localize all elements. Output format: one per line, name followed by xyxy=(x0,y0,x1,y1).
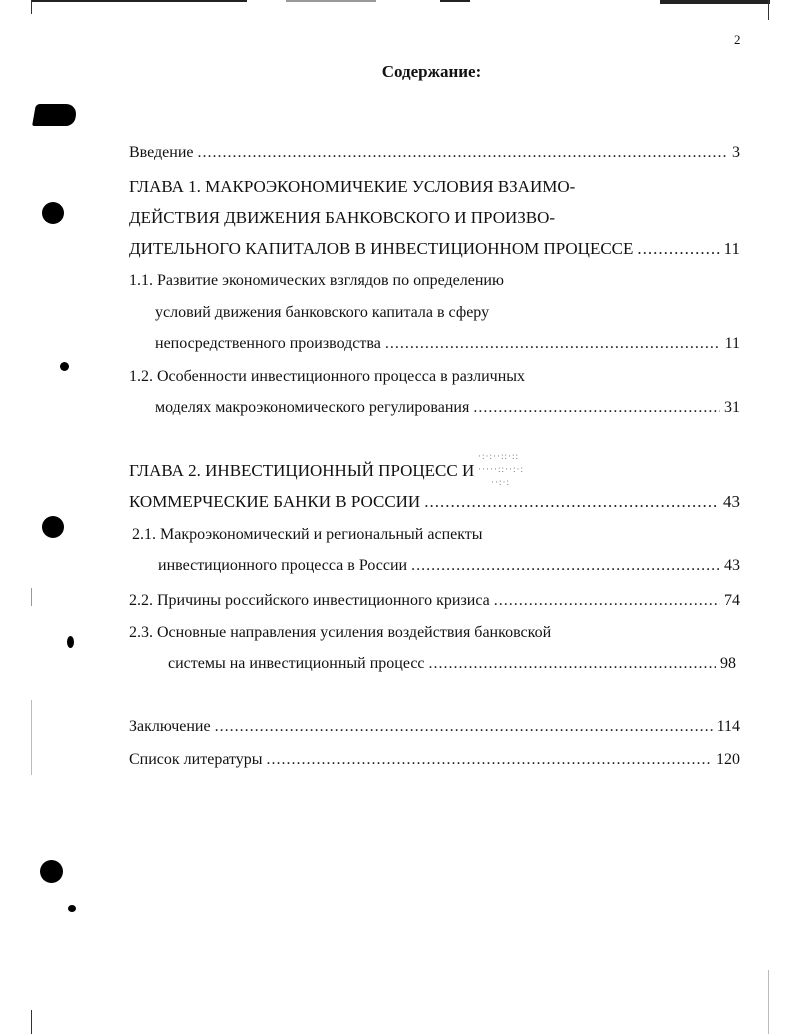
dot-leader xyxy=(637,238,719,260)
toc-section-2-2: 2.2. Причины российского инвестиционного кризиса ..... 74 xyxy=(129,590,740,612)
scan-edge-right xyxy=(768,970,769,1034)
toc-section-2-1-line-1: 2.1. Макроэкономический и региональный аспекты xyxy=(132,526,483,543)
punch-hole xyxy=(42,516,64,538)
toc-section-1-1-line-3: непосредственного производства ..... 11 xyxy=(155,333,740,355)
scan-edge-left xyxy=(31,0,32,14)
scan-edge-right xyxy=(768,0,769,20)
scan-speck xyxy=(60,362,69,371)
toc-chapter-1-line-1: ГЛАВА 1. МАКРОЭКОНОМИЧЕКИЕ УСЛОВИЯ ВЗАИМО- xyxy=(129,177,576,196)
scan-speck xyxy=(67,636,74,648)
scan-blot xyxy=(32,104,78,126)
dot-leader xyxy=(424,491,719,513)
toc-title: Содержание: xyxy=(381,62,482,81)
punch-hole xyxy=(40,860,63,883)
toc-chapter-1-line-2: ДЕЙСТВИЯ ДВИЖЕНИЯ БАНКОВСКОГО И ПРОИЗВО- xyxy=(129,208,556,227)
toc-section-1-2-line-2: моделях макроэкономического регулирования ..... 31 xyxy=(155,397,740,419)
toc-chapter-2-line-2: КОММЕРЧЕСКИЕ БАНКИ В РОССИИ ..... 43 xyxy=(129,491,740,513)
dot-leader xyxy=(385,333,721,355)
toc-section-1-2-line-1: 1.2. Особенности инвестиционного процесса в различных xyxy=(129,368,526,385)
scan-edge-left xyxy=(31,1010,32,1034)
toc-chapter-2-line-1: ГЛАВА 2. ИНВЕСТИЦИОННЫЙ ПРОЦЕСС И xyxy=(129,461,475,480)
dot-leader xyxy=(411,555,720,577)
toc-section-2-3-line-1: 2.3. Основные направления усиления воздействия банковской xyxy=(129,624,552,641)
toc-chapter-1-line-3: ДИТЕЛЬНОГО КАПИТАЛОВ В ИНВЕСТИЦИОННОМ ПРОЦЕССЕ ..... 11 xyxy=(129,238,740,260)
toc-section-2-1-line-2: инвестиционного процесса в России ..... 43 xyxy=(158,555,740,577)
toc-section-2-3-line-2: системы на инвестиционный процесс ..... 98 xyxy=(168,653,736,675)
dot-leader xyxy=(267,749,712,771)
punch-hole xyxy=(42,202,64,224)
faint-stamp-smudge: ·:·:··::·:: ·····::··:·: ··:·: xyxy=(478,451,524,487)
scan-edge-top xyxy=(0,0,799,8)
dot-leader xyxy=(215,716,713,738)
dot-leader xyxy=(198,142,729,164)
toc-section-1-1-line-2: условий движения банковского капитала в сферу xyxy=(155,304,490,321)
scan-edge-left xyxy=(31,700,32,775)
scan-speck xyxy=(68,905,76,912)
scan-edge-left xyxy=(31,588,32,606)
toc-entry-conclusion: Заключение ..... 114 xyxy=(129,716,740,738)
dot-leader xyxy=(429,653,716,675)
toc-section-1-1-line-1: 1.1. Развитие экономических взглядов по определению xyxy=(129,272,504,289)
dot-leader xyxy=(494,590,720,612)
toc-entry-introduction: Введение ..... 3 xyxy=(129,142,740,164)
dot-leader xyxy=(473,397,720,419)
page-number: 2 xyxy=(734,32,741,47)
toc-entry-bibliography: Список литературы ..... 120 xyxy=(129,749,740,771)
